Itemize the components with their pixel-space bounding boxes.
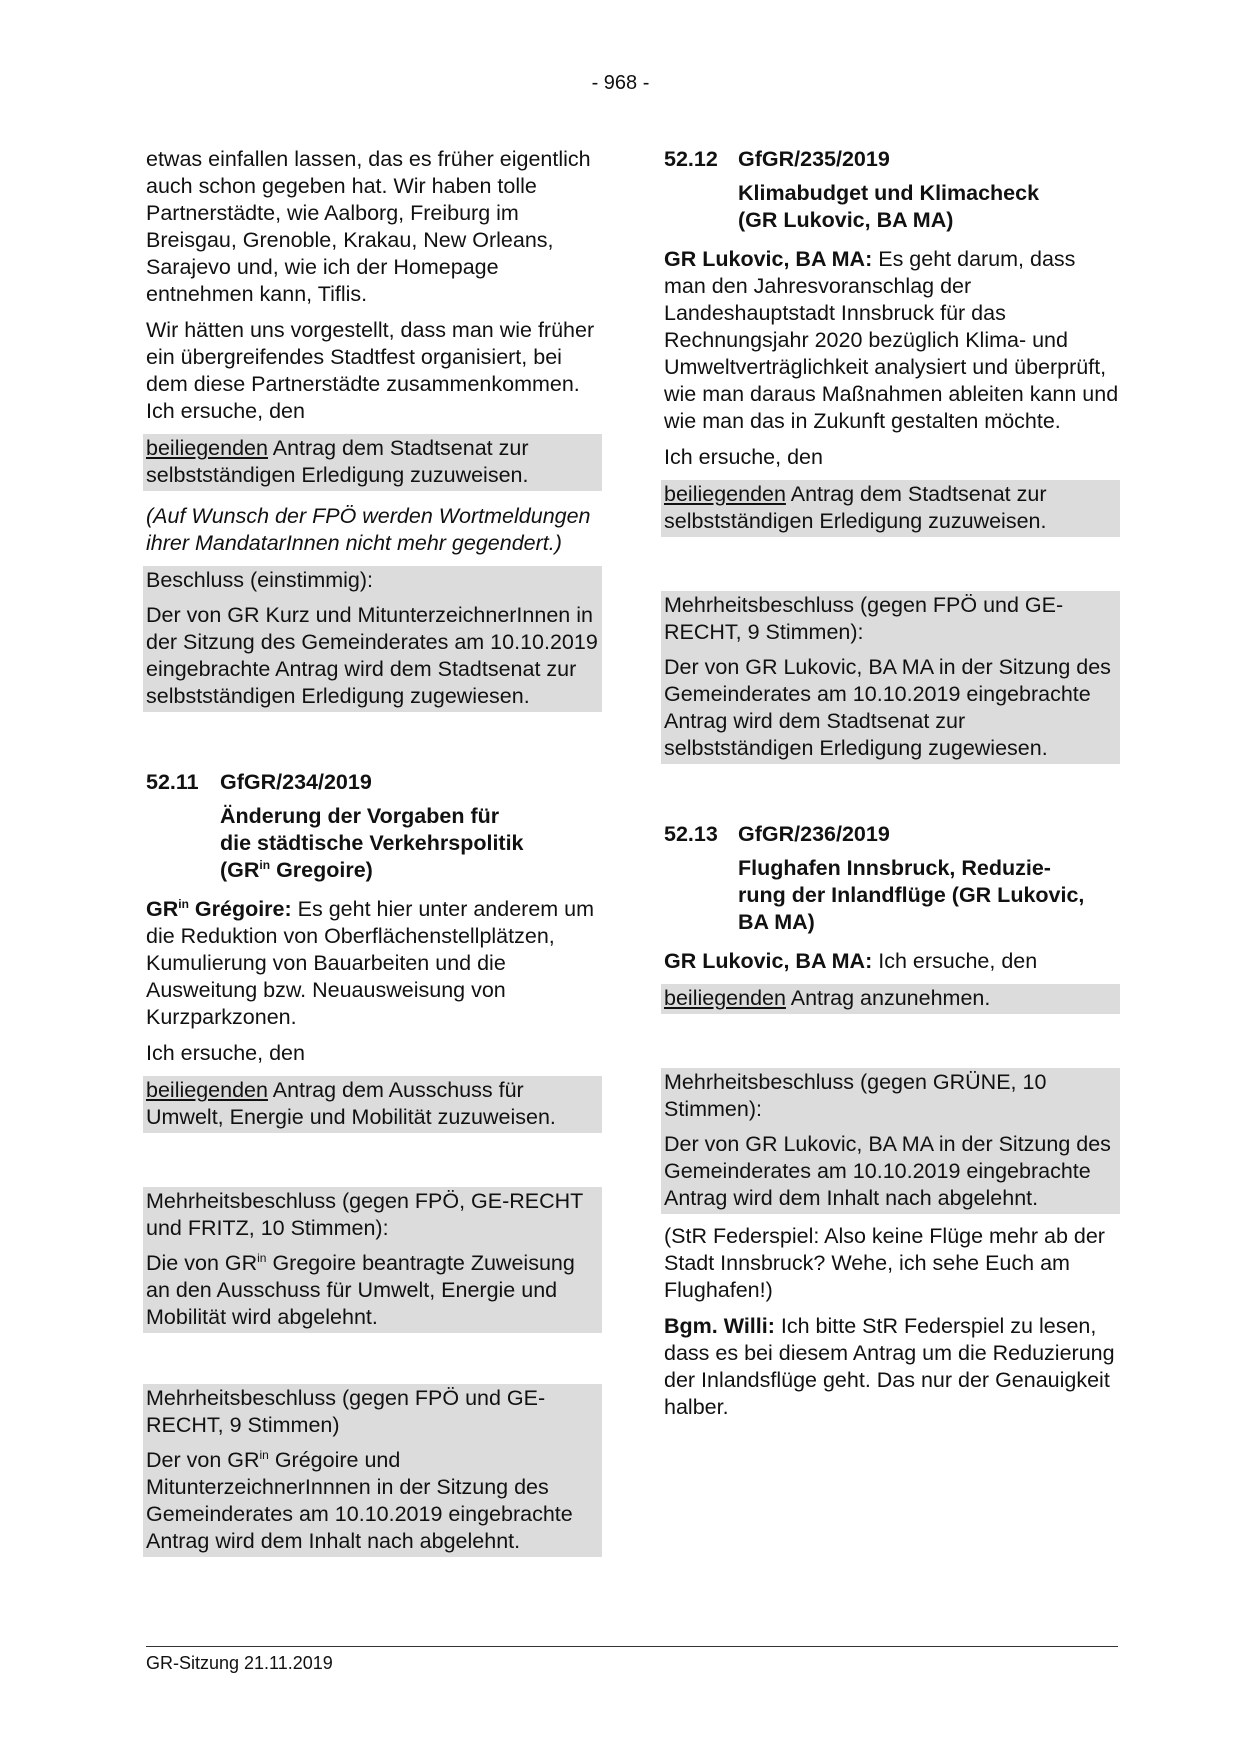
motion-box: [143, 434, 602, 491]
speech-text: Es geht hier unter anderem um die Reduktion von Oberflächenstellplätzen, Kumulierung von Bauarbeiten und die Ausweitung bzw. Neuausweisung von Kurzparkzonen.: [146, 897, 595, 1029]
item-number: 52.11: [146, 770, 199, 794]
decision-text: Der von GR Lukovic, BA MA in der Sitzung des Gemeinderates am 10.10.2019 eingebrachte Antrag wird dem Stadtsenat zur selbstständigen Erledigung zugewiesen.: [664, 655, 1111, 760]
decision-text: Der von GR Kurz und MitunterzeichnerInnen in der Sitzung des Gemeinderates am 10.10.2019 eingebrachte Antrag wird dem Stadtsenat zur selbstständigen Erledigung zugewiesen.: [146, 603, 598, 708]
decision-label: Mehrheitsbeschluss (gegen FPÖ und GE-RECHT, 9 Stimmen): [146, 1386, 546, 1437]
speaker-name: Bgm. Willi:: [664, 1314, 775, 1338]
interjection: (StR Federspiel: Also keine Flüge mehr ab der Stadt Innsbruck? Wehe, ich sehe Euch am Flughafen!): [664, 1224, 1105, 1302]
item-subject: [664, 855, 1120, 936]
decision-box: [143, 1384, 602, 1557]
speech-text: Ich ersuche, den: [872, 949, 1038, 973]
intro-paragraph-2: Wir hätten uns vorgestellt, dass man wie früher ein übergreifendes Stadtfest organisiert, bei dem diese Partnerstädte zusammenkommen. Ich ersuche, den: [146, 318, 595, 423]
motion-link: beiliegenden: [146, 436, 268, 460]
item-subject: [664, 180, 1120, 234]
subject-line: BA MA): [738, 910, 815, 934]
motion-text: Antrag dem Stadtsenat zur selbstständigen Erledigung zuzuweisen.: [146, 436, 529, 487]
page-number: - 968 -: [591, 72, 650, 94]
left-column: [146, 146, 602, 1566]
item-number: 52.12: [664, 147, 718, 171]
footer-text: GR-Sitzung 21.11.2019: [146, 1653, 333, 1673]
motion-text: Antrag dem Stadtsenat zur selbstständigen Erledigung zuzuweisen.: [664, 482, 1047, 533]
subject-line: die städtische Verkehrspolitik: [220, 831, 524, 855]
speech-text: Es geht darum, dass man den Jahresvoranschlag der Landeshauptstadt Innsbruck für das Rechnungsjahr 2020 bezüglich Klima- und Umweltverträglichkeit analysiert und überprüft, wie man daraus Maßnahmen ableiten kann und wie man das in Zukunft gestalten möchte.: [664, 247, 1119, 433]
motion-text: Antrag anzunehmen.: [785, 986, 991, 1010]
speaker-name: GR: [146, 897, 179, 921]
speech-text: Ich bitte StR Federspiel zu lesen, dass es bei diesem Antrag um die Reduzierung der Inlandsflüge geht. Das nur der Genauigkeit halber.: [664, 1314, 1115, 1419]
decision-text: Der von GR Lukovic, BA MA in der Sitzung des Gemeinderates am 10.10.2019 eingebrachte Antrag wird dem Inhalt nach abgelehnt.: [664, 1132, 1111, 1210]
motion-link: beiliegenden: [664, 986, 786, 1010]
decision-box: [661, 1068, 1120, 1214]
decision-label: Mehrheitsbeschluss (gegen FPÖ und GE-RECHT, 9 Stimmen):: [664, 593, 1064, 644]
decision-box: [661, 591, 1120, 764]
decision-box: [143, 1187, 602, 1333]
decision-box: [143, 566, 602, 712]
speech-paragraph: [664, 948, 1120, 975]
motion-link: beiliegenden: [146, 1078, 268, 1102]
speaker-name: GR Lukovic, BA MA:: [664, 247, 873, 271]
subject-line: Änderung der Vorgaben für: [220, 804, 500, 828]
motion-link: beiliegenden: [664, 482, 786, 506]
item-number: 52.13: [664, 822, 718, 846]
intro-paragraph-1: etwas einfallen lassen, das es früher eigentlich auch schon gegeben hat. Wir haben tolle Partnerstädte, wie Aalborg, Freiburg im Breisgau, Grenoble, Krakau, New Orleans, Sarajevo und, wie ich der Homepage entnehmen kann, Tiflis.: [146, 147, 591, 306]
subject-line: ($GR^{in}$ Gregoire): [220, 857, 373, 882]
right-column: [664, 146, 1120, 1430]
item-heading-52-13: [664, 821, 1120, 848]
item-code: GfGR/236/2019: [738, 822, 890, 846]
item-heading-52-12: [664, 146, 1120, 173]
speech-paragraph: [664, 246, 1120, 435]
item-heading-52-11: [146, 769, 602, 796]
motion-text: Antrag dem Ausschuss für Umwelt, Energie und Mobilität zuzuweisen.: [146, 1078, 556, 1129]
decision-label: Mehrheitsbeschluss (gegen GRÜNE, 10 Stimmen):: [664, 1070, 1047, 1121]
decision-label: Mehrheitsbeschluss (gegen FPÖ, GE-RECHT und FRITZ, 10 Stimmen):: [146, 1189, 583, 1240]
fpo-note: (Auf Wunsch der FPÖ werden Wortmeldungen ihrer MandatarInnen nicht mehr gegendert.): [146, 504, 591, 555]
page-footer: [146, 1646, 1118, 1674]
item-code: GfGR/234/2019: [220, 770, 372, 794]
mayor-remark: [664, 1313, 1120, 1421]
motion-box: [143, 1076, 602, 1133]
subject-line: Klimabudget und Klimacheck: [738, 181, 1040, 205]
request-text: Ich ersuche, den: [664, 445, 823, 469]
item-code: GfGR/235/2019: [738, 147, 890, 171]
subject-line: rung der Inlandflüge (GR Lukovic,: [738, 883, 1085, 907]
item-subject: [146, 803, 602, 884]
speech-paragraph: $GR^{in}$ Grégoire: Es geht hier unter anderem um die Reduktion von Oberflächenstellplätzen, Kumulierung von Bauarbeiten und die Ausweitung bzw. Neuausweisung von Kurzparkzonen.: [146, 896, 595, 1029]
request-text: Ich ersuche, den: [146, 1041, 305, 1065]
motion-box: [661, 480, 1120, 537]
subject-line: (GR Lukovic, BA MA): [738, 208, 954, 232]
subject-line: Flughafen Innsbruck, Reduzie-: [738, 856, 1051, 880]
decision-text: Der von $GR^{in}$ Grégoire und MitunterzeichnerInnnen in der Sitzung des Gemeinderates am 10.10.2019 eingebrachte Antrag wird dem Inhalt nach abgelehnt.: [146, 1447, 573, 1553]
motion-box: [661, 984, 1120, 1014]
decision-text: Die von $GR^{in}$ Gregoire beantragte Zuweisung an den Ausschuss für Umwelt, Energie und Mobilität wird abgelehnt.: [146, 1250, 575, 1329]
speaker-name: GR Lukovic, BA MA:: [664, 949, 873, 973]
decision-label: Beschluss (einstimmig):: [146, 568, 373, 592]
